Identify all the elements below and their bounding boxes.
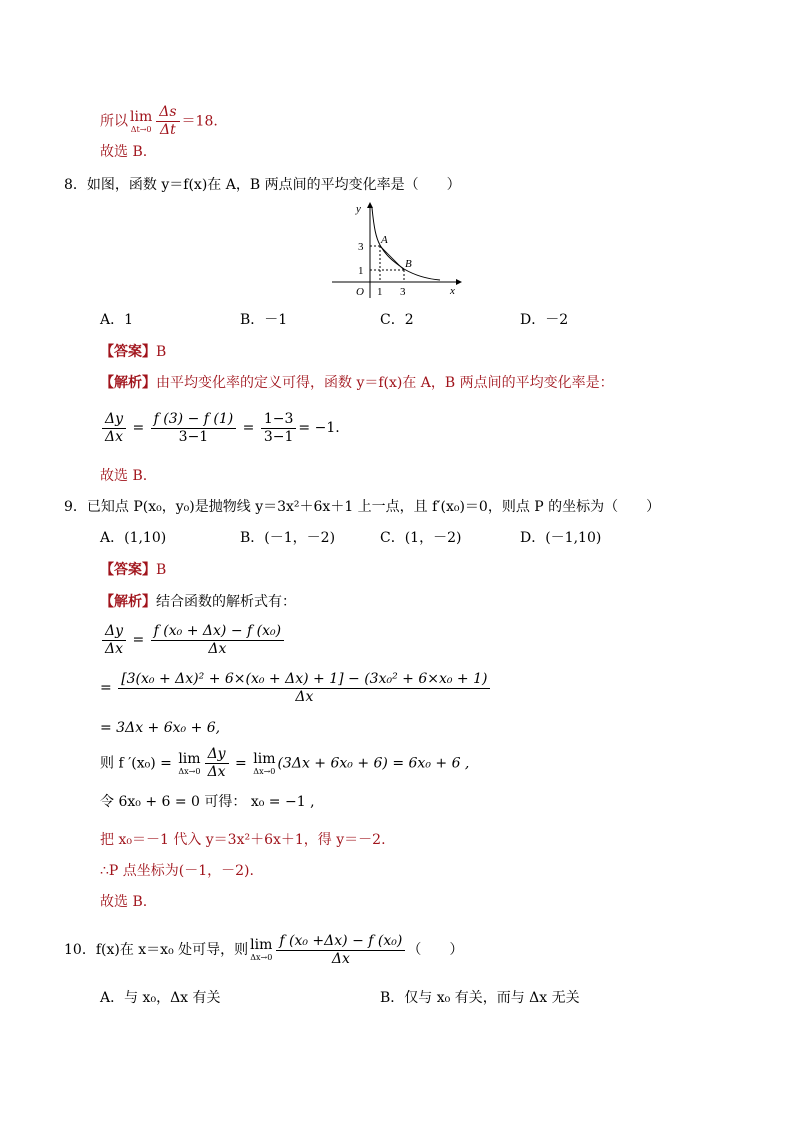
q9-step4-prefix: 则 f ′(x₀) =: [100, 755, 177, 772]
q9-option-a[interactable]: A．(1,10): [100, 530, 167, 546]
q9-stem-line: [64, 497, 660, 517]
q9-answer-tag: 【答案】: [100, 562, 156, 578]
q10-number: 10．: [64, 942, 96, 958]
q9-step4-rest: (3Δx + 6x₀ + 6) = 6x₀ + 6 ,: [277, 755, 470, 772]
prev-limit-line: [100, 104, 218, 139]
q8-eq-lhs: $\frac{\Delta y}{\Delta x}$: [102, 411, 126, 446]
q9-answer-value: B: [156, 562, 167, 578]
q9-step4-mid: =: [230, 755, 252, 772]
q8-eq-mid: $\frac{f (3) - f (1)}{3-1}$: [151, 411, 237, 446]
q8-y-axis-label: y: [356, 203, 361, 215]
prev-limit-result: ＝18.: [181, 113, 218, 130]
q8-eq-result: = −1.: [298, 420, 340, 436]
q8-option-a[interactable]: A．1: [100, 312, 134, 328]
q9-step-7: ∴P 点坐标为(－1，－2).: [100, 863, 254, 879]
q9-analysis-tag: 【解析】: [100, 594, 156, 610]
q9-step1-lhs: $\frac{\Delta y}{\Delta x}$: [102, 623, 126, 658]
q8-analysis-text: 由平均变化率的定义可得，函数 y＝f(x)在 A，B 两点间的平均变化率是：: [156, 375, 614, 391]
q9-step-5: 令 6x₀ + 6 = 0 可得： x₀ = −1 ,: [100, 794, 315, 810]
q8-x-axis-label: x: [450, 285, 455, 297]
q9-step4-lim-1: lim Δx→0: [178, 750, 201, 776]
q9-step-1: $\frac{\Delta y}{\Delta x}$ = $\frac{\text{f (x₀ + Δx) − f (x₀)}}{\Delta x}$: [100, 620, 286, 660]
q9-option-d[interactable]: D．(－1,10): [520, 530, 602, 546]
q9-step1-rhs: $\frac{\text{f (x₀ + Δx) − f (x₀)}}{\Delta x}$: [151, 623, 284, 658]
q8-stem: 如图，函数 y＝f(x)在 A，B 两点间的平均变化率是（ ）: [86, 177, 461, 193]
q8-answer-tag: 【答案】: [100, 344, 156, 360]
q8-graph-figure: [328, 198, 464, 302]
prev-choice: 故选 B.: [100, 144, 148, 160]
q9-step-6: 把 x₀＝－1 代入 y＝3x²＋6x＋1，得 y＝－2.: [100, 832, 386, 848]
q10-option-b[interactable]: B．仅与 x₀ 有关，而与 Δx 无关: [380, 990, 580, 1006]
q8-choice: 故选 B.: [100, 468, 148, 484]
q8-y-tick-3: 3: [358, 241, 364, 253]
q10-fraction: $\frac{\text{f (x₀ +Δx) − f (x₀)}}{\Delta x}$: [276, 933, 405, 968]
q8-answer-value: B: [156, 344, 167, 360]
q10-stem-suffix: （ ）: [407, 942, 464, 958]
q9-stem: 已知点 P(x₀，y₀)是抛物线 y＝3x²＋6x＋1 上一点，且 f′(x₀)＝0，则点 P 的坐标为（ ）: [86, 499, 661, 515]
q10-stem-prefix: f(x)在 x＝x₀ 处可导，则: [95, 942, 249, 958]
q8-number: 8．: [64, 177, 87, 193]
q9-step4-fraction: $\frac{\Delta y}{\Delta x}$: [205, 746, 229, 781]
q9-option-b[interactable]: B．(－1，－2): [240, 530, 336, 546]
q8-stem-line: [64, 175, 461, 195]
q8-eq-rhs: $\frac{1-3}{3-1}$: [261, 411, 297, 446]
q8-y-tick-1: 1: [358, 265, 364, 277]
q9-step-2: = $\frac{\text{[3(x₀ + Δx)² + 6×(x₀ + Δx) + 1] − (3x₀² + 6×x₀ + 1)}}{\Delta x}$: [100, 666, 492, 710]
q8-answer-line: [100, 342, 166, 362]
q8-option-d[interactable]: D．－2: [520, 312, 569, 328]
prev-limit-operator: lim Δt→0: [130, 108, 153, 134]
q9-step2-fraction: $\frac{\text{[3(x₀ + Δx)² + 6×(x₀ + Δx) + 1] − (3x₀² + 6×x₀ + 1)}}{\Delta x}$: [118, 671, 490, 706]
q8-x-tick-1: 1: [377, 286, 383, 298]
q8-point-b-label: B: [405, 258, 412, 270]
q10-option-a[interactable]: A．与 x₀，Δx 有关: [100, 990, 221, 1006]
q9-step-3: = 3Δx + 6x₀ + 6,: [100, 720, 221, 736]
q8-x-tick-3: 3: [400, 286, 406, 298]
q9-option-c[interactable]: C．(1，－2): [380, 530, 462, 546]
q9-analysis-line: [100, 592, 296, 612]
q10-stem-line: [64, 930, 463, 970]
prev-limit-prefix: 所以: [100, 113, 128, 130]
q9-step4-lim-2: lim Δx→0: [253, 750, 276, 776]
q9-step-4: [100, 746, 469, 781]
q8-option-b[interactable]: B．－1: [240, 312, 288, 328]
q9-choice: 故选 B.: [100, 894, 148, 910]
prev-fraction: $\frac{\Delta s}{\Delta t}$: [156, 104, 179, 139]
q8-analysis-line: [100, 373, 614, 393]
q8-equation: $\frac{\Delta y}{\Delta x}$ = $\frac{f (3) - f (1)}{3-1}$ = $\frac{1-3}{3-1}$ = −1.: [100, 408, 340, 448]
q8-option-c[interactable]: C．2: [380, 312, 414, 328]
q8-analysis-tag: 【解析】: [100, 375, 156, 391]
q8-origin-label: O: [356, 286, 364, 298]
q8-point-a-label: A: [381, 234, 388, 246]
q9-number: 9．: [64, 499, 87, 515]
q9-answer-line: [100, 560, 166, 580]
q10-limit-operator: lim Δx→0: [250, 937, 273, 962]
q9-analysis-text: 结合函数的解析式有：: [156, 594, 296, 610]
